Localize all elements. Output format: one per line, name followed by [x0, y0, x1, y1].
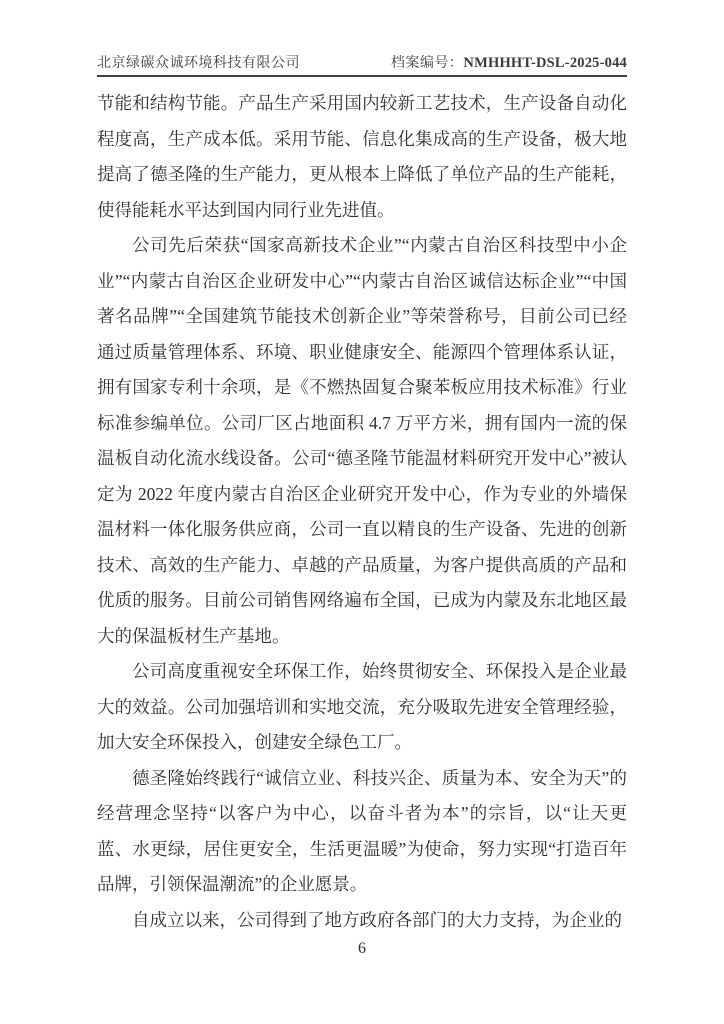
header-archive-number — [391, 52, 627, 72]
paragraph: 德圣隆始终践行“诚信立业、科技兴企、质量为本、安全为天”的经营理念坚持“以客户为中心，以奋斗者为本”的宗旨，以“让天更蓝、水更绿，居住更安全，生活更温暖”为使命，努力实现“打造百年品牌，引领保温潮流”的企业愿景。 — [97, 767, 627, 894]
paragraph: 节能和结构节能。产品生产采用国内较新工艺技术，生产设备自动化程度高，生产成本低。采用节能、信息化集成高的生产设备，极大地提高了德圣隆的生产能力，更从根本上降低了单位产品的生产能耗，使得能耗水平达到国内同行业先进值。 — [97, 93, 627, 220]
paragraph: 自成立以来，公司得到了地方政府各部门的大力支持，为企业的 — [132, 909, 622, 930]
header-divider-line — [97, 75, 627, 77]
paragraph: 公司先后荣获“国家高新技术企业”“内蒙古自治区科技型中小企业”“内蒙古自治区企业研发中心”“内蒙古自治区诚信达标企业”“中国著名品牌”“全国建筑节能技术创新企业”等荣誉称号，目前公司已经通过质量管理体系、环境、职业健康安全、能源四个管理体系认证，拥有国家专利十余项，是《不燃热固复合聚苯板应用技术标准》行业标准参编单位。公司厂区占地面积 4.7 万平方米，拥有国内一流的保温板自动化流水线设备。公司“德圣隆节能温材料研究开发中心”被认定为 2022 年度内蒙古自治区企业研究开发中心，作为专业的外墙保温材料一体化服务供应商，公司一直以精良的生产设备、先进的创新技术、高效的生产能力、卓越的产品质量，为客户提供高质的产品和优质的服务。目前公司销售网络遍布全国，已成为内蒙及东北地区最大的保温板材生产基地。 — [97, 235, 627, 646]
paragraph: 公司高度重视安全环保工作，始终贯彻安全、环保投入是企业最大的效益。公司加强培训和实地交流，充分吸取先进安全管理经验，加大安全环保投入，创建安全绿色工厂。 — [97, 661, 627, 752]
archive-number-value: NMHHHT-DSL-2025-044 — [463, 55, 627, 71]
document-body — [97, 86, 627, 938]
header-company-name: 北京绿碳众诚环境科技有限公司 — [97, 56, 300, 71]
page-header — [97, 48, 627, 72]
page-footer — [0, 940, 724, 958]
page-number: 6 — [358, 940, 366, 957]
archive-label: 档案编号： — [390, 56, 464, 71]
